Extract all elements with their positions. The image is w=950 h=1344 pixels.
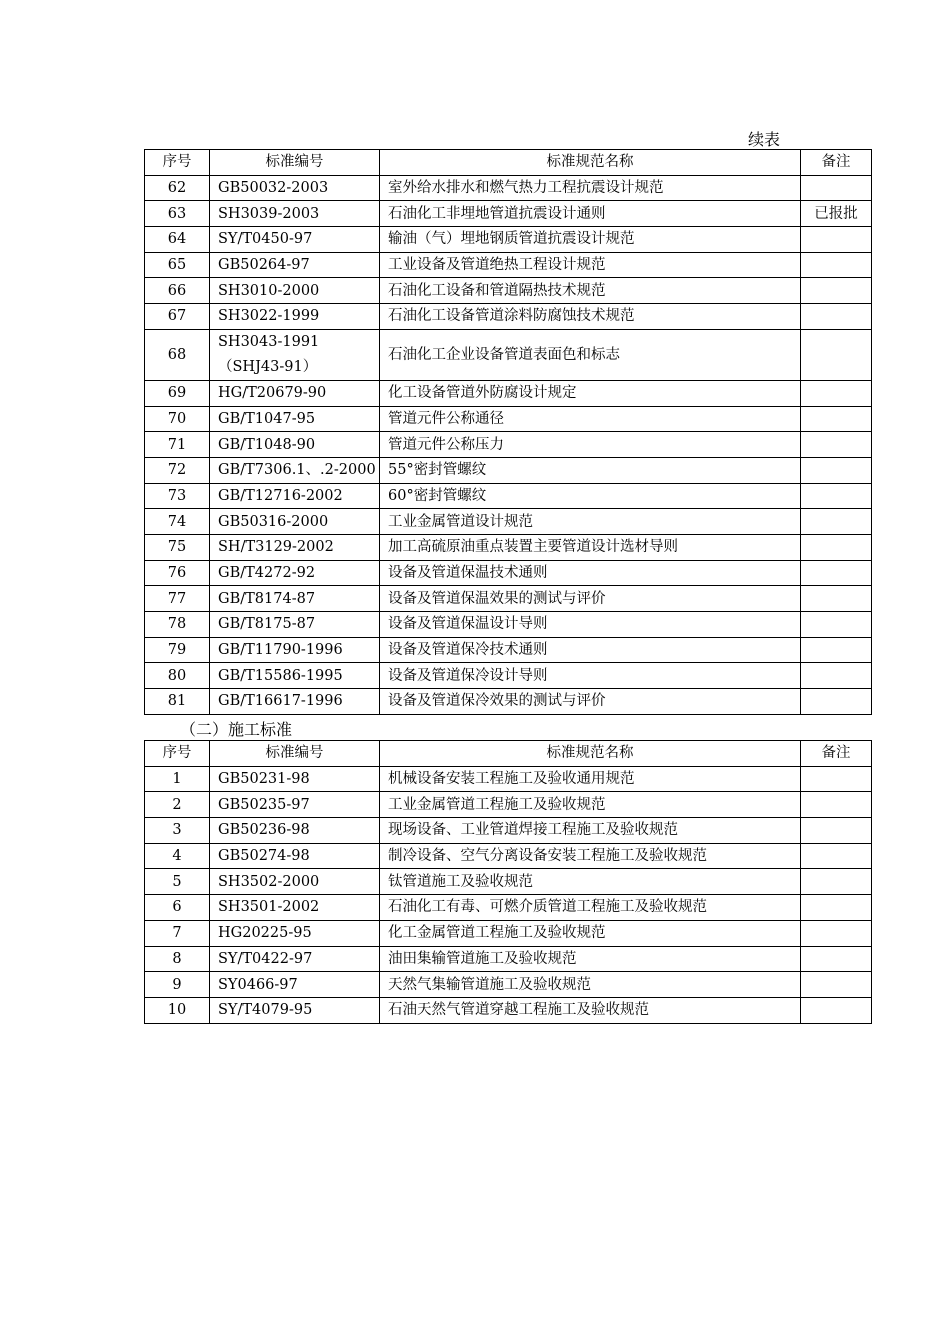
- table-row: [145, 895, 872, 921]
- row-number: 1: [145, 766, 210, 792]
- remark: [801, 304, 872, 330]
- table-row: [145, 997, 872, 1023]
- remark: [801, 406, 872, 432]
- header-note: 备注: [801, 150, 872, 176]
- standard-name: 工业金属管道设计规范: [380, 509, 801, 535]
- table-header-row: [145, 150, 872, 176]
- standard-name: 加工高硫原油重点装置主要管道设计选材导则: [380, 534, 801, 560]
- standard-name: 石油化工有毒、可燃介质管道工程施工及验收规范: [380, 895, 801, 921]
- row-number: 69: [145, 380, 210, 406]
- standard-code: GB/T8175-87: [210, 612, 380, 638]
- remark: [801, 792, 872, 818]
- standard-code: GB50032-2003: [210, 175, 380, 201]
- standard-code: GB/T7306.1、.2-2000: [210, 457, 380, 483]
- remark: [801, 175, 872, 201]
- remark: [801, 920, 872, 946]
- standard-code: SY/T0450-97: [210, 227, 380, 253]
- standard-name: 室外给水排水和燃气热力工程抗震设计规范: [380, 175, 801, 201]
- row-number: 3: [145, 818, 210, 844]
- remark: [801, 509, 872, 535]
- standard-code: GB/T4272-92: [210, 560, 380, 586]
- standard-code: GB/T16617-1996: [210, 689, 380, 715]
- standard-name: 制冷设备、空气分离设备安装工程施工及验收规范: [380, 843, 801, 869]
- table-header-row: [145, 741, 872, 767]
- row-number: 81: [145, 689, 210, 715]
- standard-name: 现场设备、工业管道焊接工程施工及验收规范: [380, 818, 801, 844]
- standard-name: 石油化工设备管道涂料防腐蚀技术规范: [380, 304, 801, 330]
- table-row: [145, 792, 872, 818]
- standard-code: GB50235-97: [210, 792, 380, 818]
- table-row: [145, 766, 872, 792]
- table-row: [145, 689, 872, 715]
- table-row: [145, 227, 872, 253]
- row-number: 74: [145, 509, 210, 535]
- row-number: 5: [145, 869, 210, 895]
- standard-name: 管道元件公称压力: [380, 432, 801, 458]
- table-row: [145, 560, 872, 586]
- row-number: 63: [145, 201, 210, 227]
- standard-name: 油田集输管道施工及验收规范: [380, 946, 801, 972]
- remark: 已报批: [801, 201, 872, 227]
- standard-code: SH3039-2003: [210, 201, 380, 227]
- row-number: 8: [145, 946, 210, 972]
- remark: [801, 637, 872, 663]
- standards-table-design: [144, 149, 872, 715]
- row-number: 68: [145, 329, 210, 380]
- row-number: 9: [145, 972, 210, 998]
- standard-name: 化工金属管道工程施工及验收规范: [380, 920, 801, 946]
- header-no: 序号: [145, 150, 210, 176]
- standard-code: SH3022-1999: [210, 304, 380, 330]
- table-row: [145, 278, 872, 304]
- standard-code: GB/T15586-1995: [210, 663, 380, 689]
- standard-name: 设备及管道保冷效果的测试与评价: [380, 689, 801, 715]
- row-number: 76: [145, 560, 210, 586]
- standard-name: 设备及管道保温效果的测试与评价: [380, 586, 801, 612]
- standard-code: SH3010-2000: [210, 278, 380, 304]
- remark: [801, 612, 872, 638]
- table-row: [145, 818, 872, 844]
- table-row: [145, 406, 872, 432]
- row-number: 73: [145, 483, 210, 509]
- remark: [801, 818, 872, 844]
- table-row: [145, 920, 872, 946]
- standard-code: GB50316-2000: [210, 509, 380, 535]
- row-number: 64: [145, 227, 210, 253]
- standard-name: 设备及管道保冷设计导则: [380, 663, 801, 689]
- row-number: 65: [145, 252, 210, 278]
- remark: [801, 972, 872, 998]
- row-number: 78: [145, 612, 210, 638]
- header-note: 备注: [801, 741, 872, 767]
- continued-label: 续表: [748, 130, 781, 149]
- standard-code: SY/T0422-97: [210, 946, 380, 972]
- row-number: 10: [145, 997, 210, 1023]
- standard-name: 钛管道施工及验收规范: [380, 869, 801, 895]
- standard-code: SY0466-97: [210, 972, 380, 998]
- table-row: [145, 483, 872, 509]
- standard-name: 石油化工非埋地管道抗震设计通则: [380, 201, 801, 227]
- standard-code: GB50274-98: [210, 843, 380, 869]
- remark: [801, 252, 872, 278]
- header-code: 标准编号: [210, 741, 380, 767]
- remark: [801, 432, 872, 458]
- row-number: 72: [145, 457, 210, 483]
- remark: [801, 278, 872, 304]
- standard-code: GB50264-97: [210, 252, 380, 278]
- standard-code: HG20225-95: [210, 920, 380, 946]
- standard-code-line: SH3043-1991: [218, 333, 320, 350]
- standard-name: 60°密封管螺纹: [380, 483, 801, 509]
- table-row: [145, 534, 872, 560]
- remark: [801, 997, 872, 1023]
- row-number: 79: [145, 637, 210, 663]
- standard-code: GB50236-98: [210, 818, 380, 844]
- row-number: 7: [145, 920, 210, 946]
- standard-code: SH3502-2000: [210, 869, 380, 895]
- table-row: [145, 843, 872, 869]
- standard-name: 输油（气）埋地钢质管道抗震设计规范: [380, 227, 801, 253]
- row-number: 70: [145, 406, 210, 432]
- standard-code: GB/T1047-95: [210, 406, 380, 432]
- header-code: 标准编号: [210, 150, 380, 176]
- standard-name: 化工设备管道外防腐设计规定: [380, 380, 801, 406]
- standard-name: 石油天然气管道穿越工程施工及验收规范: [380, 997, 801, 1023]
- standard-name: 工业设备及管道绝热工程设计规范: [380, 252, 801, 278]
- table-row: [145, 586, 872, 612]
- remark: [801, 380, 872, 406]
- standard-code-alt: （SHJ43-91）: [218, 358, 318, 375]
- row-number: 67: [145, 304, 210, 330]
- standard-name: 工业金属管道工程施工及验收规范: [380, 792, 801, 818]
- remark: [801, 586, 872, 612]
- table-row: [145, 509, 872, 535]
- remark: [801, 663, 872, 689]
- remark: [801, 560, 872, 586]
- row-number: 6: [145, 895, 210, 921]
- table-row: [145, 432, 872, 458]
- standard-name: 设备及管道保温技术通则: [380, 560, 801, 586]
- row-number: 80: [145, 663, 210, 689]
- remark: [801, 457, 872, 483]
- standard-code: SH/T3129-2002: [210, 534, 380, 560]
- section-title: （二）施工标准: [180, 720, 293, 739]
- row-number: 75: [145, 534, 210, 560]
- standard-code: GB/T8174-87: [210, 586, 380, 612]
- standard-name: 管道元件公称通径: [380, 406, 801, 432]
- standard-code: GB/T11790-1996: [210, 637, 380, 663]
- standard-code: GB/T12716-2002: [210, 483, 380, 509]
- header-name: 标准规范名称: [380, 741, 801, 767]
- standard-code: SY/T4079-95: [210, 997, 380, 1023]
- table-row: [145, 612, 872, 638]
- standard-code: [210, 329, 380, 380]
- table-row: [145, 201, 872, 227]
- remark: [801, 689, 872, 715]
- standard-code: GB50231-98: [210, 766, 380, 792]
- standard-code: GB/T1048-90: [210, 432, 380, 458]
- remark: [801, 869, 872, 895]
- table-row: [145, 637, 872, 663]
- standards-table-construction: [144, 740, 872, 1024]
- standard-name: 天然气集输管道施工及验收规范: [380, 972, 801, 998]
- standard-name: 55°密封管螺纹: [380, 457, 801, 483]
- table-row: [145, 869, 872, 895]
- standard-name: 机械设备安装工程施工及验收通用规范: [380, 766, 801, 792]
- table-row: [145, 663, 872, 689]
- remark: [801, 843, 872, 869]
- standard-name: 石油化工企业设备管道表面色和标志: [380, 329, 801, 380]
- table-row: [145, 175, 872, 201]
- remark: [801, 483, 872, 509]
- remark: [801, 895, 872, 921]
- remark: [801, 946, 872, 972]
- row-number: 77: [145, 586, 210, 612]
- table-row: [145, 457, 872, 483]
- remark: [801, 766, 872, 792]
- row-number: 71: [145, 432, 210, 458]
- standard-name: 设备及管道保温设计导则: [380, 612, 801, 638]
- table-row: [145, 946, 872, 972]
- row-number: 4: [145, 843, 210, 869]
- standard-name: 石油化工设备和管道隔热技术规范: [380, 278, 801, 304]
- table-row: [145, 972, 872, 998]
- remark: [801, 329, 872, 380]
- table-row: [145, 329, 872, 380]
- row-number: 66: [145, 278, 210, 304]
- row-number: 62: [145, 175, 210, 201]
- table-row: [145, 252, 872, 278]
- header-name: 标准规范名称: [380, 150, 801, 176]
- remark: [801, 227, 872, 253]
- table-row: [145, 380, 872, 406]
- remark: [801, 534, 872, 560]
- row-number: 2: [145, 792, 210, 818]
- standard-code: HG/T20679-90: [210, 380, 380, 406]
- header-no: 序号: [145, 741, 210, 767]
- table-row: [145, 304, 872, 330]
- standard-code: SH3501-2002: [210, 895, 380, 921]
- standard-name: 设备及管道保冷技术通则: [380, 637, 801, 663]
